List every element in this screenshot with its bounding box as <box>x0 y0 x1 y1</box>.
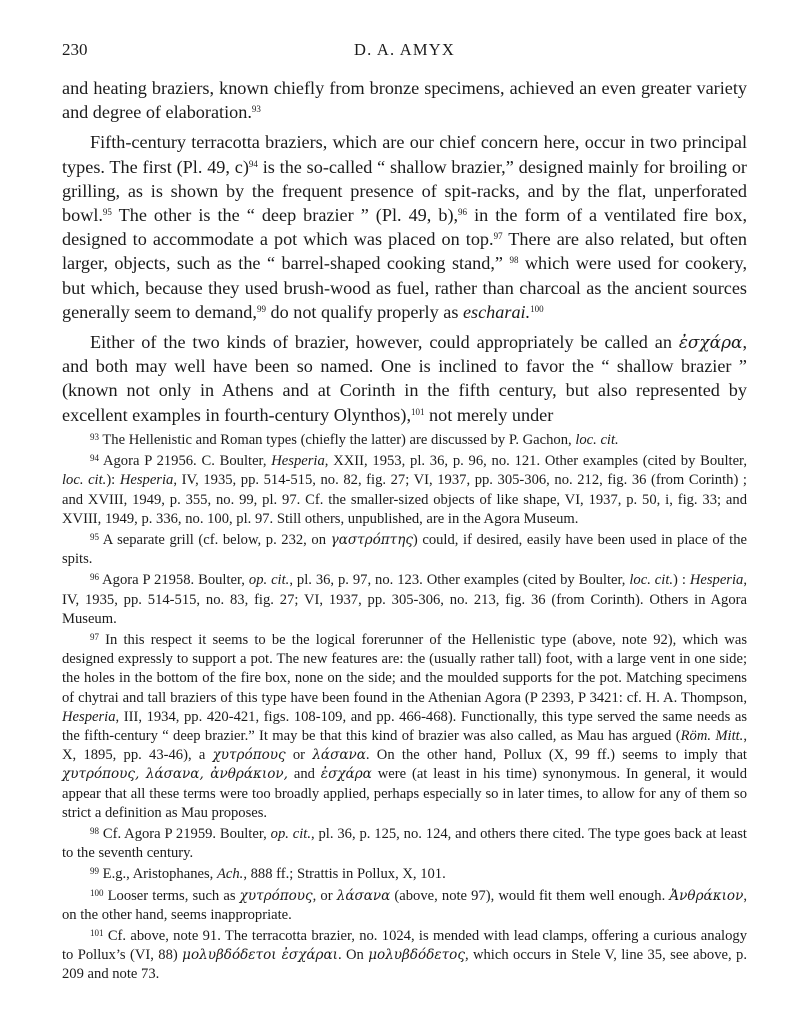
footnote-99: $^{99}$ E.g., Aristophanes, Ach., 888 ff.; Strattis in Pollux, X, 101. <box>90 866 446 883</box>
footnote-ref[interactable]: 101 <box>411 406 425 417</box>
footnote-ref[interactable]: 97 <box>493 231 503 242</box>
footnote-ref[interactable]: 98 <box>509 255 519 266</box>
footnote-ref[interactable]: 99 <box>256 303 266 314</box>
footnote-93: $^{93}$ The Hellenistic and Roman types (chiefly the latter) are discussed by P. Gachon, loc. cit. <box>90 432 619 448</box>
footnote-ref[interactable]: 93 <box>251 104 261 115</box>
paragraph-3: Either of the two kinds of brazier, however, could appropriately be called an ἐσχάρα, and both may well have been so named. One is inclined to favor the “ shallow brazier ” (known not only in Athens and at Corinth in the fifth century, but also represented by excellent examples in fourth-century Olynthos),$^{101}$ not merely under <box>62 332 747 425</box>
footnote-94: $^{94}$ Agora P 21956. C. Boulter, Hesperia, XXII, 1953, pl. 36, p. 96, no. 121. Other examples (cited by Boulter, loc. cit.): Hesperia, IV, 1935, pp. 514-515, no. 82, fig. 27; VI, 1937, pp. 305-306, no. 212, fig. 36 (from Corinth) ; and XVIII, 1949, p. 355, no. 99, pl. 97. Cf. the smaller-sized objects of like shape, VI, 1937, p. 50, i, fig. 33; and XVIII, 1949, p. 336, no. 100, pl. 97. Still others, unpublished, are in the Agora Museum. <box>62 453 747 527</box>
italic-term: escharai. <box>462 301 531 322</box>
page-number: 230 <box>62 40 88 59</box>
greek-term: ἐσχάρα <box>678 332 743 353</box>
paragraph-1: and heating braziers, known chiefly from bronze specimens, achieved an even greater variety and degree of elaboration.$^{93}$ <box>62 78 747 123</box>
paragraph-2: Fifth-century terracotta braziers, which are our chief concern here, occur in two principal types. The first (Pl. 49, c)$^{94}$ is the so-called “ shallow brazier,” designed mainly for broiling or grilling, as is shown by the frequent presence of spit-racks, and by the flat, unperforated bowl.$^{95}$ The other is the “ deep brazier ” (Pl. 49, b),$^{96}$ in the form of a ventilated fire box, designed to accommodate a pot which was placed on top.$^{97}$ There are also related, but often larger, objects, such as the “ barrel-shaped cooking stand,” $^{98}$ which were used for cookery, but which, because they used brush-wood as fuel, rather than charcoal as the ancient sources generally seem to demand,$^{99}$ do not qualify properly as escharai.$^{100}$ <box>62 132 747 322</box>
footnote-ref[interactable]: 96 <box>458 207 468 218</box>
footnote-95: $^{95}$ A separate grill (cf. below, p. 232, on γαστρόπτης) could, if desired, easily have been used in place of the spits. <box>62 532 747 568</box>
running-head: D. A. AMYX <box>354 40 455 59</box>
footnote-100: $^{100}$ Looser terms, such as χυτρόπους, or λάσανα (above, note 97), would fit them well enough. Ἀνθράκιον, on the other hand, seems inappropriate. <box>62 887 747 923</box>
footnote-98: $^{98}$ Cf. Agora P 21959. Boulter, op. cit., pl. 36, p. 125, no. 124, and others there cited. The type goes back at least to the seventh century. <box>62 826 747 862</box>
footnote-ref[interactable]: 94 <box>248 158 258 169</box>
footnote-ref[interactable]: 100 <box>530 303 544 314</box>
footnote-96: $^{96}$ Agora P 21958. Boulter, op. cit., pl. 36, p. 97, no. 123. Other examples (cited by Boulter, loc. cit.) : Hesperia, IV, 1935, pp. 514-515, no. 83, fig. 27; VI, 1937, pp. 305-306, no. 213, fig. 36 (from Corinth). Others in Agora Museum. <box>62 572 747 627</box>
footnote-97: $^{97}$ In this respect it seems to be the logical forerunner of the Hellenistic type (above, note 92), which was designed expressly to support a pot. The new features are: the (usually rather tall) foot, with a large vent in one side; the holes in the bottom of the fire box, none on the side; and the moulded supports for the pot. Matching specimens of chytrai and tall braziers of this type have been found in the Athenian Agora (P 2393, P 3421: cf. H. A. Thompson, Hesperia, III, 1934, pp. 420-421, figs. 108-109, and pp. 466-468). Functionally, this type served the same needs as the fifth-century “ deep brazier.” It may be that this kind of brazier was also called, as Mau has argued (Röm. Mitt., X, 1895, pp. 43-46), a χυτρόπους or λάσανα. On the other hand, Pollux (X, 99 ff.) seems to imply that χυτρόπους, λάσανα, ἀνθράκιον, and ἐσχάρα were (at least in his time) synonymous. In general, it would appear that all these terms were too broadly applied, perhaps especially so in later times, to allow for any of them so strict a definition as Mau proposes. <box>62 632 747 821</box>
main-text <box>62 76 747 433</box>
footnote-ref[interactable]: 95 <box>102 207 112 218</box>
footnotes <box>62 431 747 987</box>
footnote-101: $^{101}$ Cf. above, note 91. The terracotta brazier, no. 1024, is mended with lead clamps, offering a curious analogy to Pollux’s (VI, 88) μολυβδόδετοι ἐσχάραι. On μολυβδόδετος, which occurs in Stele V, line 35, see above, p. 209 and note 73. <box>62 928 747 983</box>
page-header <box>62 40 747 64</box>
